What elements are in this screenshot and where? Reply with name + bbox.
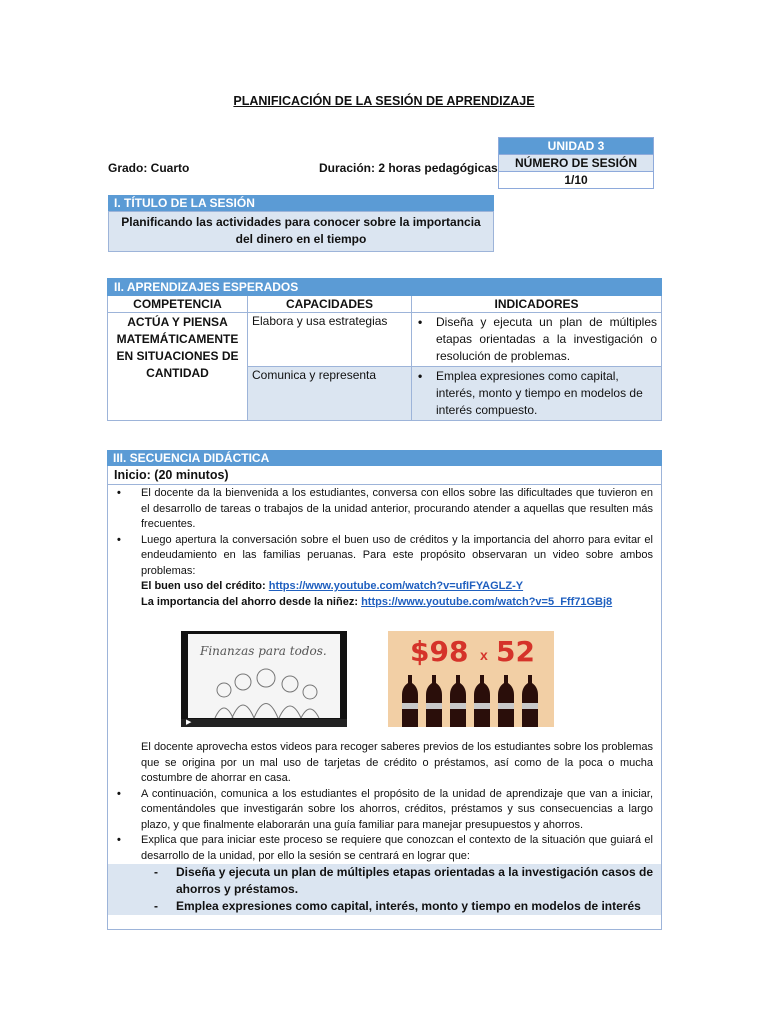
- video-link[interactable]: https://www.youtube.com/watch?v=ufIFYAGLZ-Y: [268, 580, 524, 592]
- list-item: • El docente da la bienvenida a los estudiantes, conversa con ellos sobre las dificultades que tuvieron en el desarrollo de tareas o trabajos de la unidad anterior, procurando atender a aquellas que resulten más frecuentes.: [108, 486, 653, 533]
- video-frame: [188, 634, 340, 718]
- paragraph: El docente aprovecha estos videos para recoger saberes previos de los estudiantes sobre los problemas que se origina por un mal uso de tarjetas de crédito o préstamos, así como de la poca o mucha costumbre de ahorrar en casa.: [141, 741, 653, 784]
- document-title: PLANIFICACIÓN DE LA SESIÓN DE APRENDIZAJE: [233, 94, 535, 108]
- grado-label: Grado: Cuarto: [108, 161, 190, 175]
- unidad-label: UNIDAD 3: [499, 138, 654, 155]
- capacidad-cell: Elabora y usa estrategias: [248, 313, 412, 367]
- unit-box: [498, 137, 654, 189]
- list-item: • Luego apertura la conversación sobre el buen uso de créditos y la importancia del ahorro para evitar el endeudamiento en las familias peruanas. Para este propósito observaran un video sobre ambos problemas:: [108, 533, 653, 580]
- numero-sesion-value: 1/10: [499, 172, 654, 189]
- video-thumbnail-ahorro[interactable]: [388, 631, 554, 727]
- times-text: x: [480, 647, 488, 663]
- session-title: Planificando las actividades para conocer sobre la importancia del dinero en el tiempo: [108, 211, 494, 252]
- play-icon[interactable]: ▶: [186, 719, 192, 726]
- aprendizajes-table: [107, 278, 662, 421]
- video-link[interactable]: https://www.youtube.com/watch?v=5_Fff71GBj8: [361, 595, 613, 608]
- section-titulo: [108, 195, 494, 252]
- competencia-cell: ACTÚA Y PIENSA MATEMÁTICAMENTE EN SITUACIONES DE CANTIDAD: [108, 313, 248, 421]
- secuencia-header: III. SECUENCIA DIDÁCTICA: [107, 450, 662, 466]
- duracion-label: Duración: 2 horas pedagógicas: [319, 161, 498, 175]
- indicador-cell: • Emplea expresiones como capital, interés, monto y tiempo en modelos de interés compuesto.: [412, 367, 662, 421]
- soda-bottles-illustration: [388, 631, 554, 727]
- link-label: La importancia del ahorro desde la niñez:: [141, 595, 358, 608]
- col-capacidades: CAPACIDADES: [248, 296, 412, 313]
- list-item: • A continuación, comunica a los estudiantes el propósito de la unidad de aprendizaje que van a iniciar, comentándoles que investigarán sobre los ahorros, créditos, préstamos y sus consecuencias a largo plazo, y que finalmente elaborarán una guía familiar para manejar presupuestos y ahorros.: [108, 787, 653, 834]
- video-thumbnail-finanzas[interactable]: [181, 631, 347, 727]
- inicio-label: Inicio: (20 minutos): [108, 466, 661, 485]
- cartoon-people-illustration: [188, 634, 340, 718]
- link-line: [108, 595, 653, 611]
- link-label: El buen uso del crédito:: [141, 580, 266, 592]
- indicador-cell: • Diseña y ejecuta un plan de múltiples etapas orientadas a la investigación o resolución de problemas.: [412, 313, 662, 367]
- video-controls[interactable]: [181, 719, 347, 727]
- video-caption: Finanzas para todos.: [200, 644, 327, 658]
- price-text: $98: [410, 635, 469, 668]
- quantity-text: 52: [496, 635, 535, 668]
- objective-item: - Emplea expresiones como capital, interés, monto y tiempo en modelos de interés: [108, 898, 661, 915]
- col-competencia: COMPETENCIA: [108, 296, 248, 313]
- list-item: • Explica que para iniciar este proceso se requiere que conozcan el contexto de la situación que guiará el desarrollo de la unidad, por ello la sesión se centrará en lograr que:: [108, 833, 653, 864]
- capacidad-cell: Comunica y representa: [248, 367, 412, 421]
- link-line: [108, 579, 653, 595]
- col-indicadores: INDICADORES: [412, 296, 662, 313]
- section-titulo-header: I. TÍTULO DE LA SESIÓN: [108, 195, 494, 211]
- numero-sesion-label: NÚMERO DE SESIÓN: [499, 155, 654, 172]
- aprendizajes-header: II. APRENDIZAJES ESPERADOS: [108, 279, 662, 296]
- objective-item: - Diseña y ejecuta un plan de múltiples etapas orientadas a la investigación casos de ahorros y préstamos.: [108, 864, 661, 898]
